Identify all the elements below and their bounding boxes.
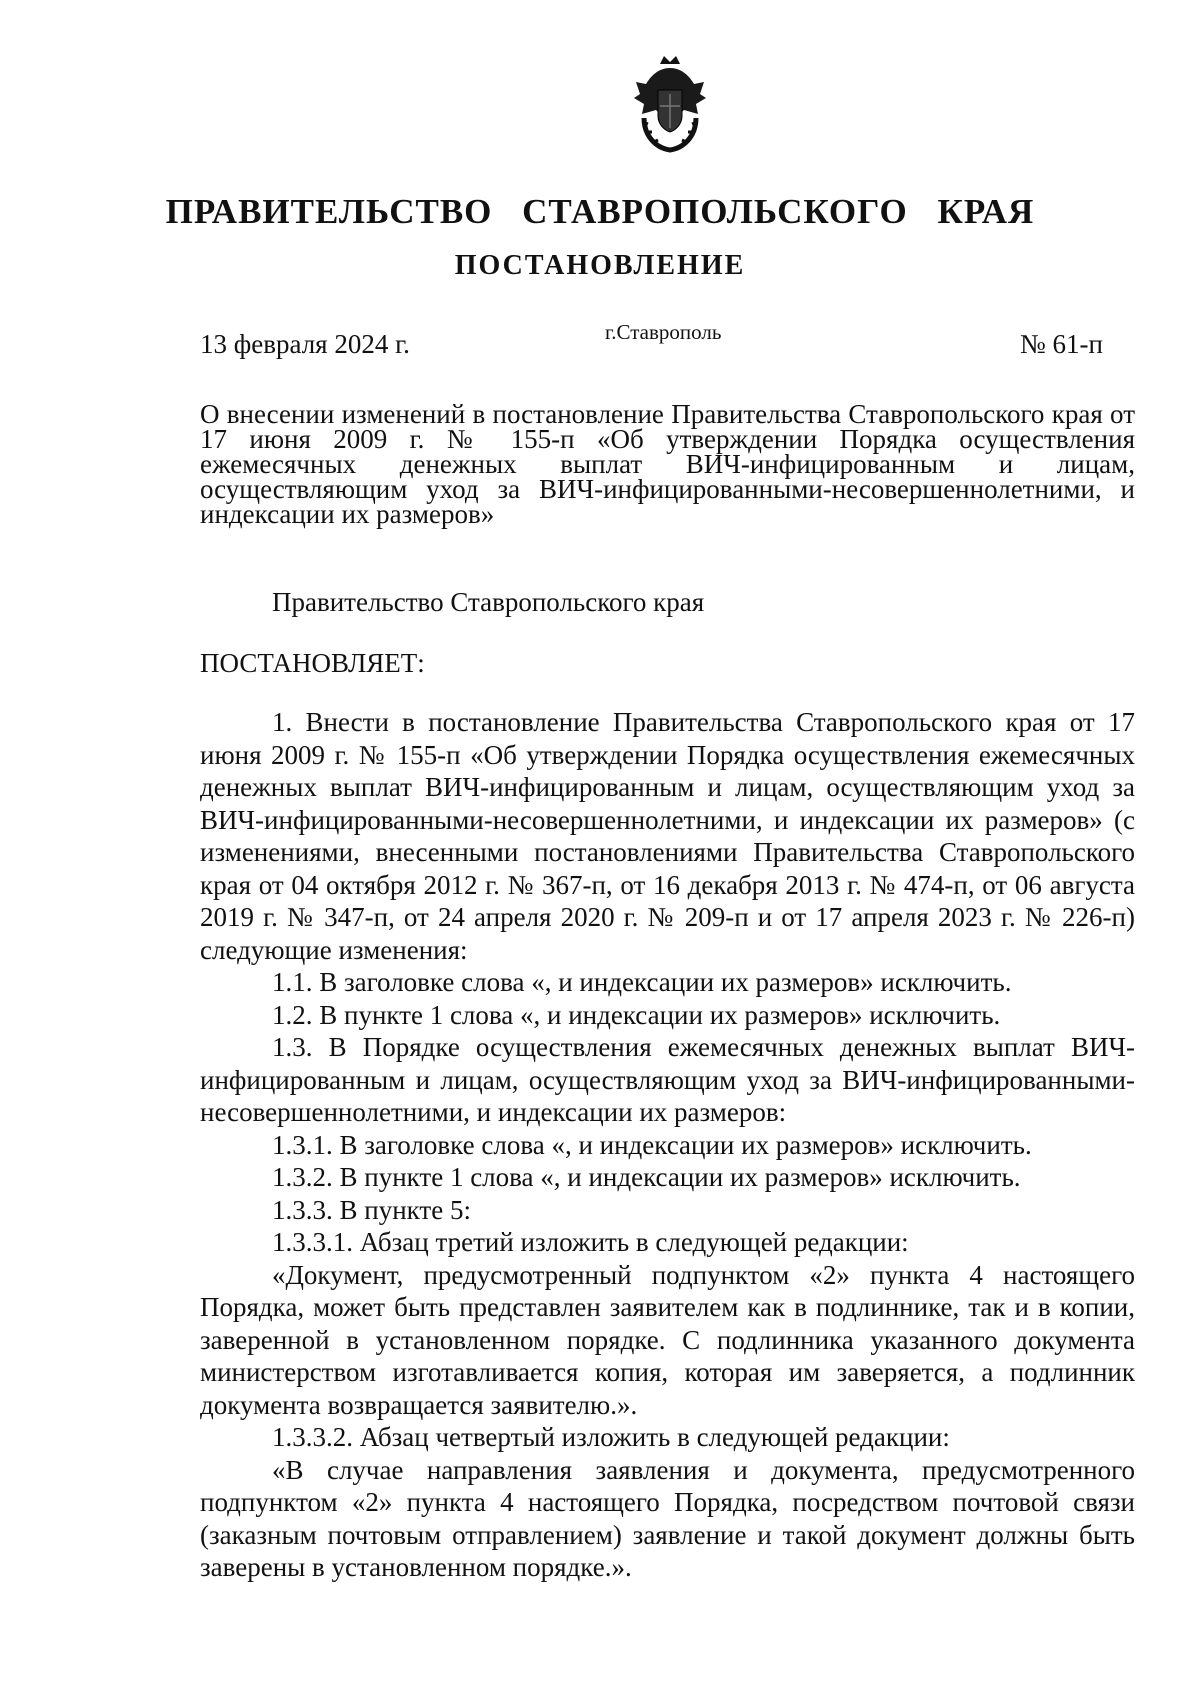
decree-word: ПОСТАНОВЛЯЕТ: [200, 648, 425, 678]
paragraph: «Документ, предусмотренный подпунктом «2» пункта 4 настоящего Порядка, может быть представлен заявителем как в подлиннике, так и в копии, заверенной в установленном порядке. С подлинника указанного документа министерством изготавливается копия, которая им заверяется, а подлинник документа возвращается заявителю.». [200, 1259, 1135, 1420]
document-body [200, 706, 1135, 1584]
paragraph: 1.3.3. В пункте 5: [272, 1194, 471, 1225]
paragraph: 1.3.3.2. Абзац четвертый изложить в следующей редакции: [272, 1422, 950, 1452]
paragraph: 1. Внести в постановление Правительства Ставропольского края от 17 июня 2009 г. № 155-п «Об утверждении Порядка осуществления ежемесячных денежных выплат ВИЧ-инфицированным и лицам, осуществляющим уход за ВИЧ-инфицированными-несовершеннолетними, и индексации их размеров» (с изменениями, внесенными постановлениями Правительства Ставропольского края от 04 октября 2012 г. № 367-п, от 16 декабря 2013 г. № 474-п, от 06 августа 2019 г. № 347-п, от 24 апреля 2020 г. № 209-п и от 17 апреля 2023 г. № 226-п) следующие изменения: [200, 707, 1135, 965]
coat-of-arms-icon [630, 54, 710, 154]
paragraph: 1.3.3.1. Абзац третий изложить в следующей редакции: [272, 1227, 909, 1257]
paragraph: 1.3. В Порядке осуществления ежемесячных денежных выплат ВИЧ-инфицированным и лицам, осуществляющим уход за ВИЧ-инфицированными-несовершеннолетними, и индексации их размеров: [200, 1032, 1135, 1127]
paragraph: 1.1. В заголовке слова «, и индексации их размеров» исключить. [272, 967, 1012, 997]
emblem-graphic [630, 54, 710, 154]
document-date: 13 февраля 2024 г. [200, 329, 410, 359]
government-title: ПРАВИТЕЛЬСТВО СТАВРОПОЛЬСКОГО КРАЯ [165, 192, 1035, 231]
document-city: г.Ставрополь [605, 320, 722, 344]
preamble: Правительство Ставропольского края [272, 587, 705, 617]
paragraph: 1.3.2. В пункте 1 слова «, и индексации их размеров» исключить. [272, 1162, 1021, 1192]
document-subject: О внесении изменений в постановление Правительства Ставропольского края от 17 июня 2009 г. № 155-п «Об утверждении Порядка осуществления ежемесячных денежных выплат ВИЧ-инфицированным и лицам, осуществляющим уход за ВИЧ-инфицированными-несовершеннолетними, и индексации их размеров» [200, 399, 1135, 529]
document-type: ПОСТАНОВЛЕНИЕ [454, 250, 746, 281]
paragraph: 1.2. В пункте 1 слова «, и индексации их размеров» исключить. [272, 999, 1001, 1030]
paragraph: «В случае направления заявления и документа, предусмотренного подпунктом «2» пункта 4 настоящего Порядка, посредством почтовой связи (заказным почтовым отправлением) заявление и такой документ должны быть заверены в установленном порядке.». [200, 1454, 1135, 1582]
paragraph: 1.3.1. В заголовке слова «, и индексации их размеров» исключить. [272, 1129, 1032, 1160]
document-number: № 61-п [1020, 329, 1103, 359]
